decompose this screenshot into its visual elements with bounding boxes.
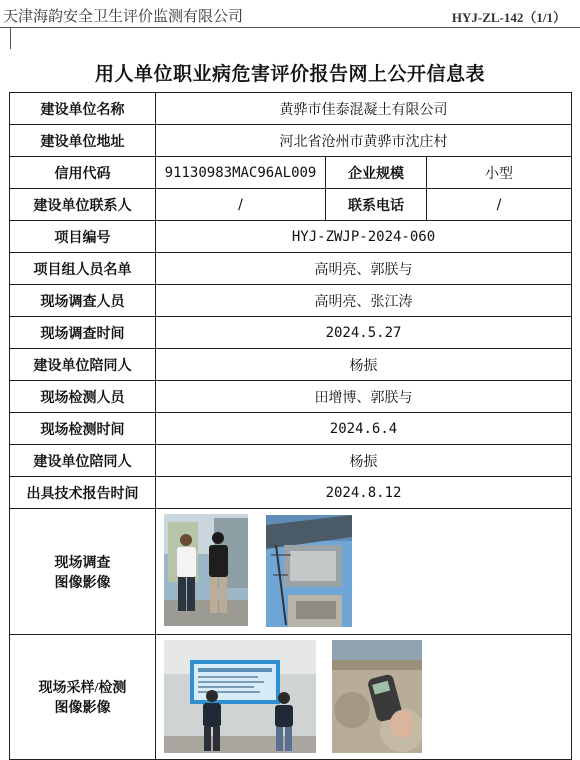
row-testing-escort	[10, 445, 572, 477]
value-testing-staff: 田增博、郭朕与	[156, 381, 572, 413]
row-survey-staff	[10, 285, 572, 317]
survey-photo-people-image	[164, 514, 248, 626]
label-team-members: 项目组人员名单	[10, 253, 156, 285]
sampling-photo-instrument-image	[332, 640, 422, 753]
label-report-date: 出具技术报告时间	[10, 477, 156, 509]
label-unit-name: 建设单位名称	[10, 93, 156, 125]
label-testing-date: 现场检测时间	[10, 413, 156, 445]
header-doc-code: HYJ-ZL-142（1/1）	[451, 10, 566, 25]
row-report-date	[10, 477, 572, 509]
label-survey-escort: 建设单位陪同人	[10, 349, 156, 381]
value-survey-staff: 高明亮、张江涛	[156, 285, 572, 317]
row-testing-staff	[10, 381, 572, 413]
survey-photo-people	[164, 514, 248, 626]
header-tick	[10, 27, 11, 49]
survey-images-cell	[156, 509, 572, 635]
label-contact-person: 建设单位联系人	[10, 189, 156, 221]
sampling-photo-people	[164, 640, 316, 753]
row-sampling-images	[10, 635, 572, 760]
page-header	[0, 0, 580, 26]
value-unit-name: 黄骅市佳泰混凝土有限公司	[156, 93, 572, 125]
row-unit-address	[10, 125, 572, 157]
value-team-members: 高明亮、郭朕与	[156, 253, 572, 285]
row-contact	[10, 189, 572, 221]
label-credit-code: 信用代码	[10, 157, 156, 189]
row-survey-date	[10, 317, 572, 349]
label-project-no: 项目编号	[10, 221, 156, 253]
label-survey-staff: 现场调查人员	[10, 285, 156, 317]
value-contact-person: /	[156, 189, 326, 221]
label-survey-images	[10, 509, 156, 635]
info-table	[9, 92, 572, 760]
value-survey-escort: 杨振	[156, 349, 572, 381]
row-survey-images	[10, 509, 572, 635]
value-enterprise-scale: 小型	[427, 157, 572, 189]
row-testing-date	[10, 413, 572, 445]
value-project-no: HYJ-ZWJP-2024-060	[156, 221, 572, 253]
header-rule	[0, 27, 580, 28]
sampling-photo-instrument	[332, 640, 422, 753]
label-contact-phone: 联系电话	[326, 189, 427, 221]
page-title: 用人单位职业病危害评价报告网上公开信息表	[94, 64, 485, 85]
value-credit-code: 91130983MAC96AL009	[156, 157, 326, 189]
survey-photo-plant	[266, 515, 352, 627]
label-survey-images-line2: 图像影像	[54, 575, 111, 591]
sampling-photo-people-image	[164, 640, 316, 753]
label-sampling-images	[10, 635, 156, 760]
label-sampling-images-line2: 图像影像	[54, 701, 111, 716]
label-unit-address: 建设单位地址	[10, 125, 156, 157]
value-report-date: 2024.8.12	[156, 477, 572, 509]
survey-photo-plant-image	[266, 515, 352, 627]
value-contact-phone: /	[427, 189, 572, 221]
label-testing-escort: 建设单位陪同人	[10, 445, 156, 477]
value-testing-escort: 杨振	[156, 445, 572, 477]
sampling-images-cell	[156, 635, 572, 760]
value-unit-address: 河北省沧州市黄骅市沈庄村	[156, 125, 572, 157]
label-survey-images-line1: 现场调查	[54, 555, 111, 571]
row-team-members	[10, 253, 572, 285]
row-project-no	[10, 221, 572, 253]
label-testing-staff: 现场检测人员	[10, 381, 156, 413]
row-unit-name	[10, 93, 572, 125]
row-survey-escort	[10, 349, 572, 381]
row-credit-code	[10, 157, 572, 189]
value-testing-date: 2024.6.4	[156, 413, 572, 445]
header-company: 天津海韵安全卫生评价监测有限公司	[3, 9, 244, 25]
value-survey-date: 2024.5.27	[156, 317, 572, 349]
label-enterprise-scale: 企业规模	[326, 157, 427, 189]
label-sampling-images-line1: 现场采样/检测	[38, 681, 127, 696]
label-survey-date: 现场调查时间	[10, 317, 156, 349]
